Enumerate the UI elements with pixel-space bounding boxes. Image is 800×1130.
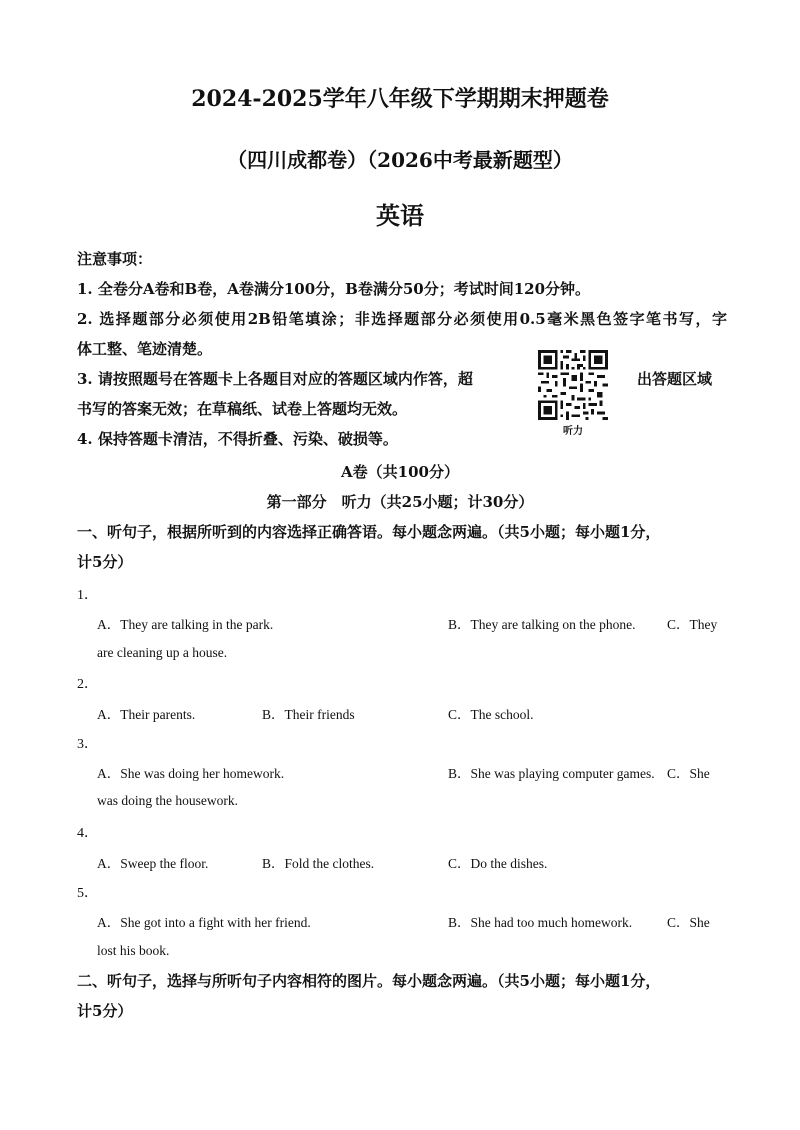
question-4-option-c[interactable]: C．Do the dishes. xyxy=(448,856,548,871)
question-1-option-c-continued: are cleaning up a house. xyxy=(97,645,228,660)
instruction-2 xyxy=(77,966,727,1026)
note-4: 4. 保持答题卡清洁，不得折叠、污染、破损等。 xyxy=(77,430,398,448)
subject-title: 英语 xyxy=(376,201,424,230)
note-2-line-1: 2. 选择题部分必须使用2B铅笔填涂；非选择题部分必须使用0.5毫米黑色签字笔书写，字 xyxy=(77,310,727,328)
note-3-line-2: 书写的答案无效；在草稿纸、试卷上答题均无效。 xyxy=(77,400,408,418)
instruction-2-line-2: 计5分） xyxy=(77,1002,133,1020)
note-3-part-b: 出答题区域 xyxy=(637,370,713,388)
question-5-number: 5． xyxy=(77,886,98,901)
question-3-number: 3． xyxy=(77,737,98,752)
note-3-line-1 xyxy=(77,364,727,394)
note-1: 1. 全卷分A卷和B卷，A卷满分100分，B卷满分50分；考试时间120分钟。 xyxy=(77,280,591,298)
question-5-option-b[interactable]: B．She had too much homework. xyxy=(448,915,633,930)
question-3-option-c[interactable]: C．She xyxy=(667,766,710,781)
question-4-option-b[interactable]: B．Fold the clothes. xyxy=(262,856,375,871)
question-2-option-b[interactable]: B．Their friends xyxy=(262,707,355,722)
question-2-option-a[interactable]: A．Their parents. xyxy=(97,707,196,722)
question-4-option-a[interactable]: A．Sweep the floor. xyxy=(97,856,209,871)
instruction-1-line-2: 计5分） xyxy=(77,553,133,571)
qr-code-icon[interactable] xyxy=(537,350,609,420)
section-a-heading: A卷（共100分） xyxy=(341,463,459,481)
question-1-option-a[interactable]: A．They are talking in the park. xyxy=(97,617,274,632)
instruction-1 xyxy=(77,517,727,577)
question-3-option-b[interactable]: B．She was playing computer games. xyxy=(448,766,655,781)
question-5-option-c-continued: lost his book. xyxy=(97,943,170,958)
part-1-heading: 第一部分 听力（共25小题；计30分） xyxy=(266,493,534,511)
notes-heading: 注意事项： xyxy=(77,250,153,268)
instruction-1-line-1: 一、听句子，根据所听到的内容选择正确答语。每小题念两遍。（共5小题；每小题1分， xyxy=(77,523,661,541)
instruction-2-line-1: 二、听句子，选择与所听句子内容相符的图片。每小题念两遍。（共5小题；每小题1分， xyxy=(77,972,661,990)
question-1-number: 1． xyxy=(77,588,98,603)
notes-section xyxy=(77,244,727,454)
question-2-number: 2． xyxy=(77,677,98,692)
question-3-option-a[interactable]: A．She was doing her homework. xyxy=(97,766,285,781)
note-2-line-2: 体工整、笔迹清楚。 xyxy=(77,340,213,358)
question-2-option-c[interactable]: C．The school. xyxy=(448,707,534,722)
qr-code-label: 听力 xyxy=(563,426,583,437)
question-4-number: 4． xyxy=(77,826,98,841)
question-5-option-a[interactable]: A．She got into a fight with her friend. xyxy=(97,915,311,930)
question-1-option-c[interactable]: C．They xyxy=(667,617,718,632)
question-5-option-c[interactable]: C．She xyxy=(667,915,710,930)
exam-title: 2024-2025学年八年级下学期期末押题卷 xyxy=(191,86,609,112)
exam-subtitle: （四川成都卷）（2026中考最新题型） xyxy=(227,148,573,172)
question-1-option-b[interactable]: B．They are talking on the phone. xyxy=(448,617,636,632)
note-3-part-a: 3. 请按照题号在答题卡上各题目对应的答题区域内作答，超 xyxy=(77,370,473,388)
question-3-option-c-continued: was doing the housework. xyxy=(97,793,238,808)
